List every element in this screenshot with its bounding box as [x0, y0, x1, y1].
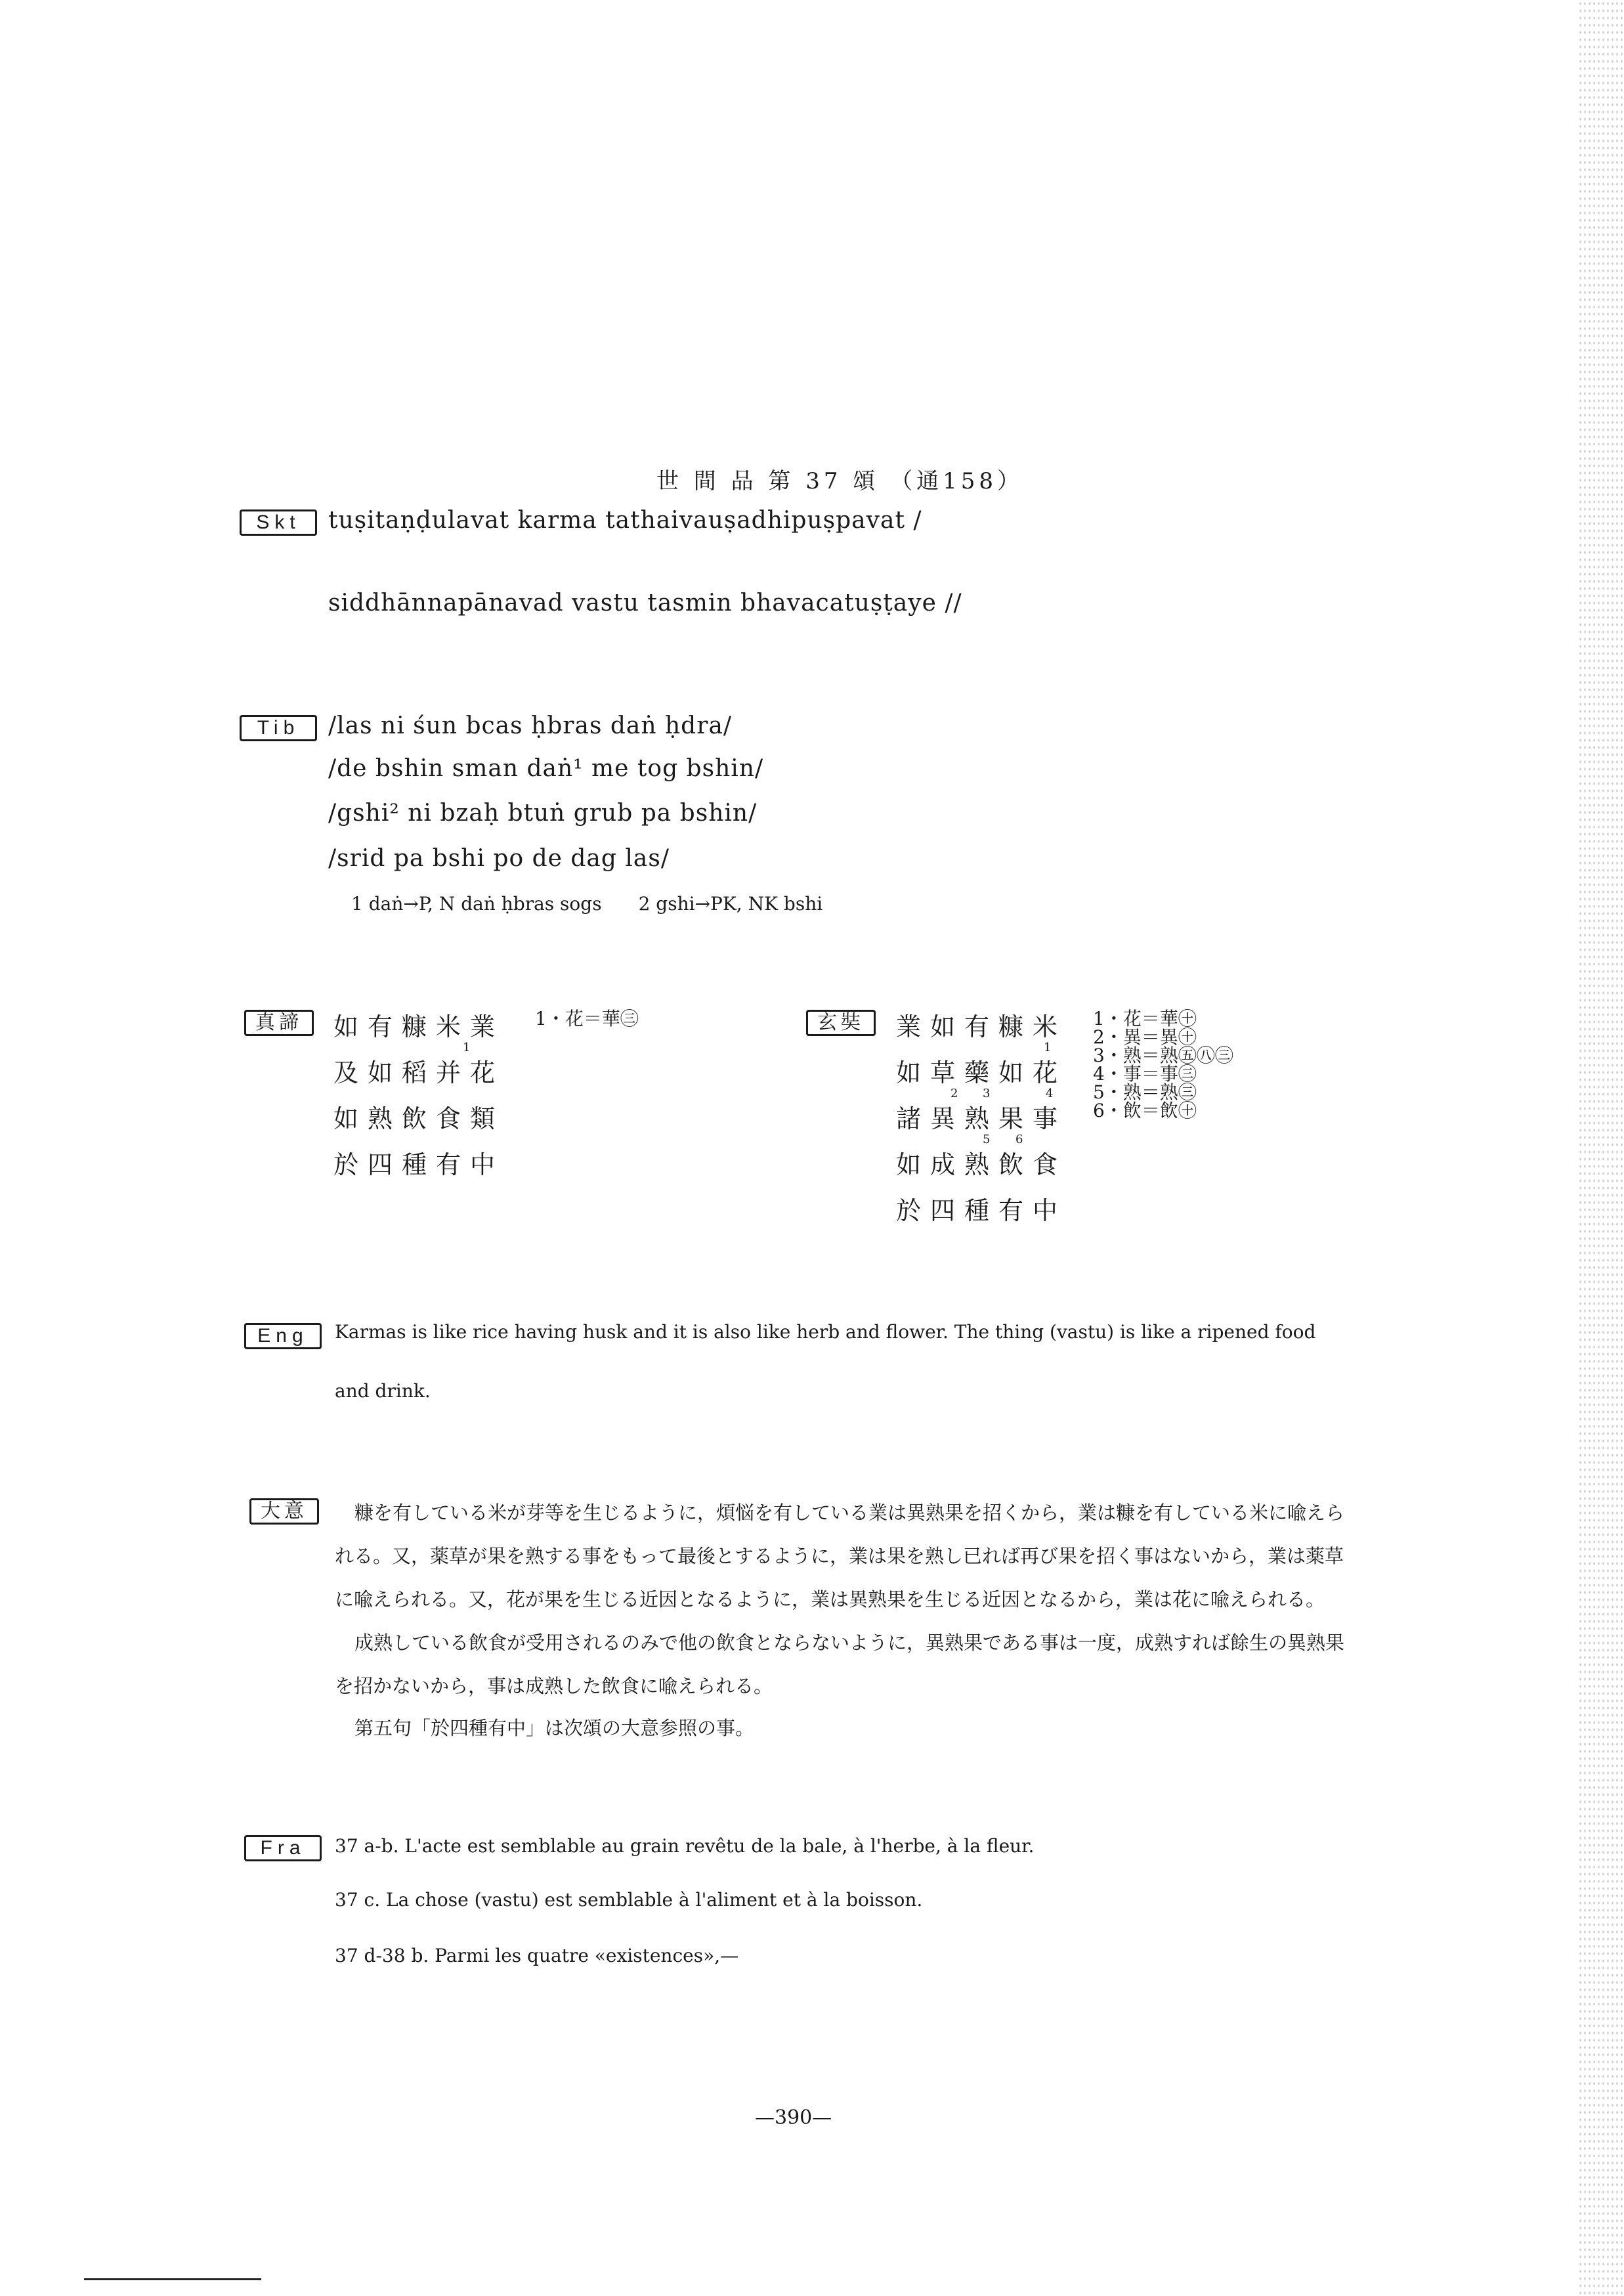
page-number: —390—	[755, 2106, 832, 2129]
taii-line-6: 第五句「於四種有中」は次頌の大意参照の事。	[354, 1717, 755, 1739]
genjo-line-4: 如成熟飲食	[896, 1150, 1067, 1179]
shintai-sup-1: 1	[463, 1041, 471, 1054]
fra-line-1: 37 a-b. L'acte est semblable au grain revêtu de la bale, à l'herbe, à la fleur.	[335, 1835, 1035, 1857]
fra-line-3: 37 d-38 b. Parmi les quatre «existences»,—	[335, 1945, 739, 1966]
shintai-note: 1・花＝華㊂	[535, 1008, 639, 1029]
fra-line-2: 37 c. La chose (vastu) est semblable à l'aliment et à la boisson.	[335, 1889, 923, 1911]
fra-tag: Fra	[244, 1835, 322, 1861]
genjo-line-1: 業如有糠米	[896, 1012, 1067, 1041]
genjo-tag: 玄奘	[806, 1010, 876, 1036]
genjo-note-1: 1・花＝華㊉	[1093, 1008, 1197, 1029]
tib-line-4: /srid pa bshi po de dag las/	[328, 845, 670, 872]
genjo-note-5: 5・熟＝熟㊂	[1093, 1081, 1197, 1103]
shintai-line-3: 如熟飲食類	[333, 1104, 505, 1133]
genjo-sup-4: 4	[1046, 1087, 1054, 1100]
tib-tag: Tib	[240, 715, 317, 741]
tib-line-3: /gshi² ni bzaḥ btuṅ grub pa bshin/	[328, 800, 758, 827]
bottom-rule	[84, 2278, 261, 2280]
genjo-sup-6: 6	[1015, 1133, 1023, 1146]
shintai-tag: 真諦	[244, 1010, 314, 1036]
shintai-line-2: 及如稻并花	[333, 1058, 505, 1087]
tib-line-2: /de bshin sman daṅ¹ me tog bshin/	[328, 755, 764, 782]
genjo-note-2: 2・異＝異㊉	[1093, 1026, 1197, 1048]
tib-line-1: /las ni śun bcas ḥbras daṅ ḥdra/	[328, 712, 733, 739]
genjo-line-5: 於四種有中	[896, 1196, 1067, 1225]
eng-line-2: and drink.	[335, 1380, 431, 1402]
skt-line-2: siddhānnapānavad vastu tasmin bhavacatuṣṭaye //	[328, 590, 962, 617]
taii-line-4: 成熟している飲食が受用されるのみで他の飲食とならないように，異熟果である事は一度，成熟すれば餘生の異熟果	[354, 1632, 1345, 1654]
genjo-line-2: 如草藥如花	[896, 1058, 1067, 1087]
scan-edge-noise	[1578, 0, 1624, 2296]
taii-line-1: 糠を有している米が芽等を生じるように，煩悩を有している業は異熟果を招くから，業は糠を有している米に喩えら	[354, 1502, 1345, 1524]
genjo-line-3: 諸異熟果事	[896, 1104, 1067, 1133]
page-heading: 世 間 品 第 37 頌 （通158）	[656, 468, 1024, 494]
taii-line-5: を招かないから，事は成熟した飲食に喩えられる。	[335, 1675, 773, 1697]
shintai-line-1: 如有糠米業	[333, 1012, 505, 1041]
eng-line-1: Karmas is like rice having husk and it is also like herb and flower. The thing (vastu) is like a ripened food	[335, 1321, 1316, 1343]
genjo-note-4: 4・事＝事㊂	[1093, 1063, 1197, 1085]
skt-tag: Skt	[240, 509, 317, 536]
genjo-note-3: 3・熟＝熟㊄㊇㊂	[1093, 1045, 1233, 1066]
eng-tag: Eng	[244, 1323, 322, 1349]
taii-tag: 大意	[249, 1498, 319, 1525]
genjo-sup-5: 5	[983, 1133, 991, 1146]
shintai-line-4: 於四種有中	[333, 1150, 505, 1179]
tib-note: 1 daṅ→P, N daṅ ḥbras sogs 2 gshi→PK, NK bshi	[351, 893, 823, 915]
skt-line-1: tuṣitaṇḍulavat karma tathaivauṣadhipuṣpavat /	[328, 507, 922, 534]
genjo-sup-1: 1	[1044, 1041, 1052, 1054]
taii-line-3: に喩えられる。又，花が果を生じる近因となるように，業は異熟果を生じる近因となるから，業は花に喩えられる。	[335, 1588, 1325, 1611]
genjo-sup-3: 3	[983, 1087, 991, 1100]
genjo-sup-2: 2	[951, 1087, 958, 1100]
taii-line-2: れる。又，薬草が果を熟する事をもって最後とするように，業は果を熟し已れば再び果を招く事はないから，業は薬草	[335, 1545, 1344, 1567]
genjo-note-6: 6・飲＝飲㊉	[1093, 1100, 1197, 1121]
